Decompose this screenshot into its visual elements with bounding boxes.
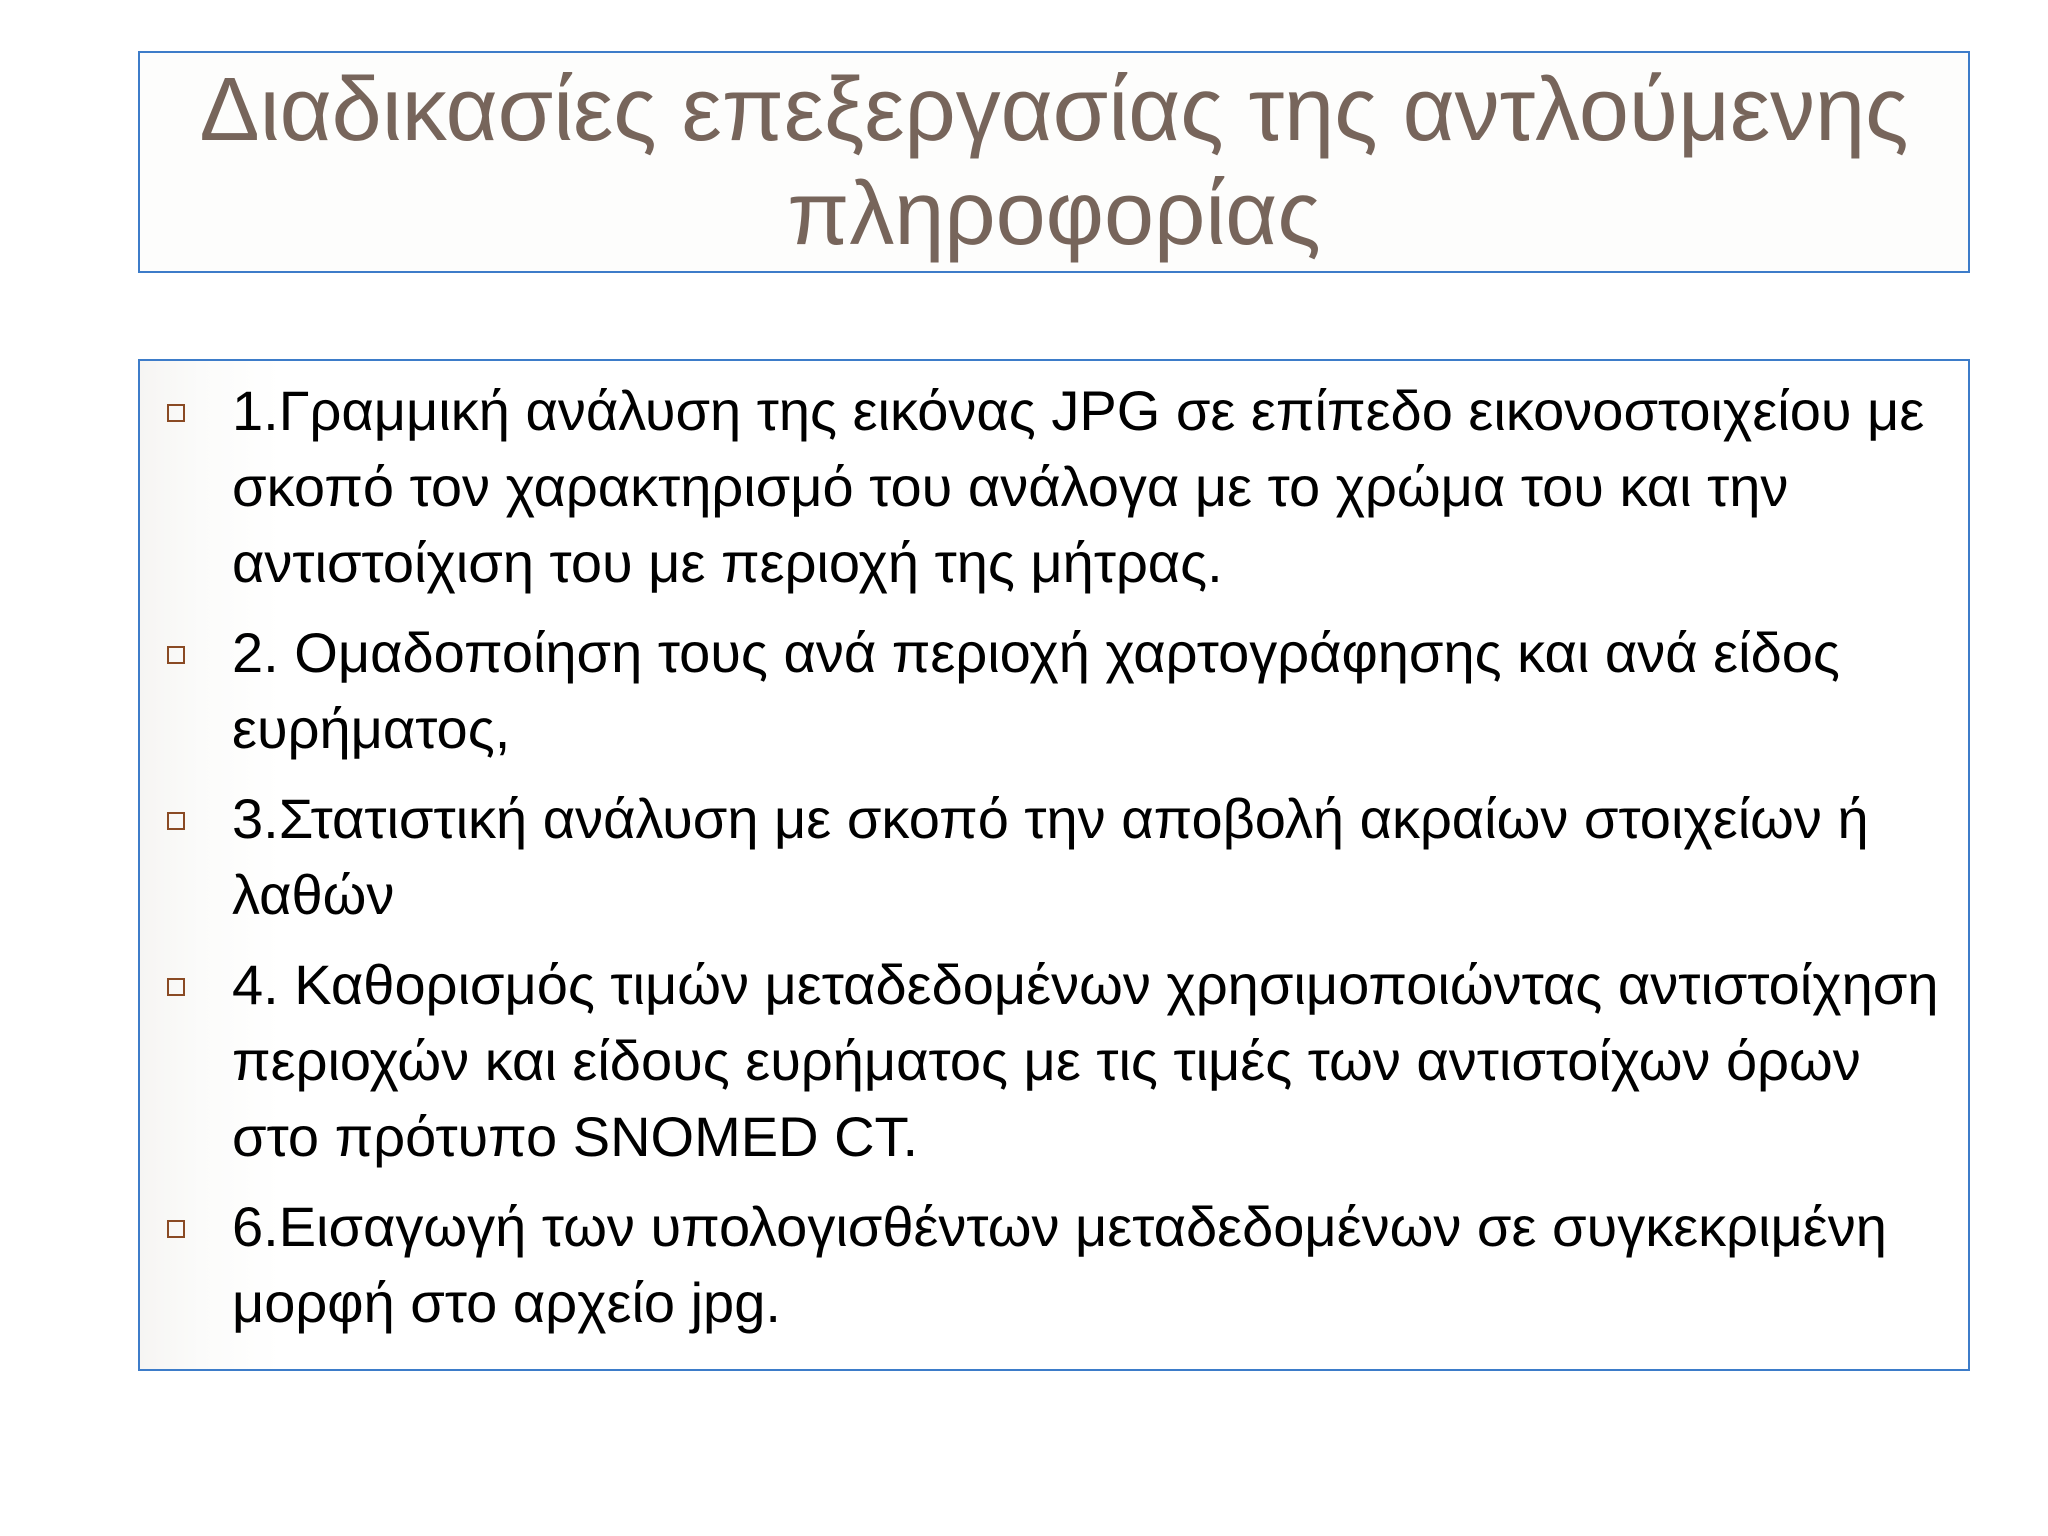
bullet-item bbox=[140, 1189, 1968, 1341]
bullet-list bbox=[140, 361, 1968, 1341]
square-bullet-icon bbox=[167, 646, 185, 664]
title-placeholder[interactable] bbox=[138, 51, 1970, 273]
content-placeholder[interactable] bbox=[138, 359, 1970, 1371]
bullet-text: 1.Γραμμική ανάλυση της εικόνας JPG σε επίπεδο εικονοστοιχείου με σκοπό τον χαρακτηρισμό του ανάλογα με το χρώμα του και την αντιστοίχιση του με περιοχή της μήτρας. bbox=[232, 379, 1940, 594]
square-bullet-icon bbox=[167, 812, 185, 830]
bullet-text: 3.Στατιστική ανάλυση με σκοπό την αποβολή ακραίων στοιχείων ή λαθών bbox=[232, 787, 1885, 926]
bullet-text: 2. Ομαδοποίηση τους ανά περιοχή χαρτογράφησης και ανά είδος ευρήματος, bbox=[232, 621, 1871, 760]
bullet-item bbox=[140, 781, 1968, 933]
square-bullet-icon bbox=[167, 404, 185, 422]
square-bullet-icon bbox=[167, 1220, 185, 1238]
slide-title: Διαδικασίες επεξεργασίας της αντλούμενης πληροφορίας bbox=[199, 60, 1909, 264]
bullet-item bbox=[140, 615, 1968, 767]
bullet-item bbox=[140, 947, 1968, 1175]
bullet-item bbox=[140, 373, 1968, 601]
bullet-text: 6.Εισαγωγή των υπολογισθέντων μεταδεδομένων σε συγκεκριμένη μορφή στο αρχείο jpg. bbox=[232, 1195, 1903, 1334]
square-bullet-icon bbox=[167, 978, 185, 996]
bullet-text: 4. Καθορισμός τιμών μεταδεδομένων χρησιμοποιώντας αντιστοίχηση περιοχών και είδους ευρήματος με τις τιμές των αντιστοίχων όρων στο πρότυπο SNOMED CT. bbox=[232, 953, 1955, 1168]
